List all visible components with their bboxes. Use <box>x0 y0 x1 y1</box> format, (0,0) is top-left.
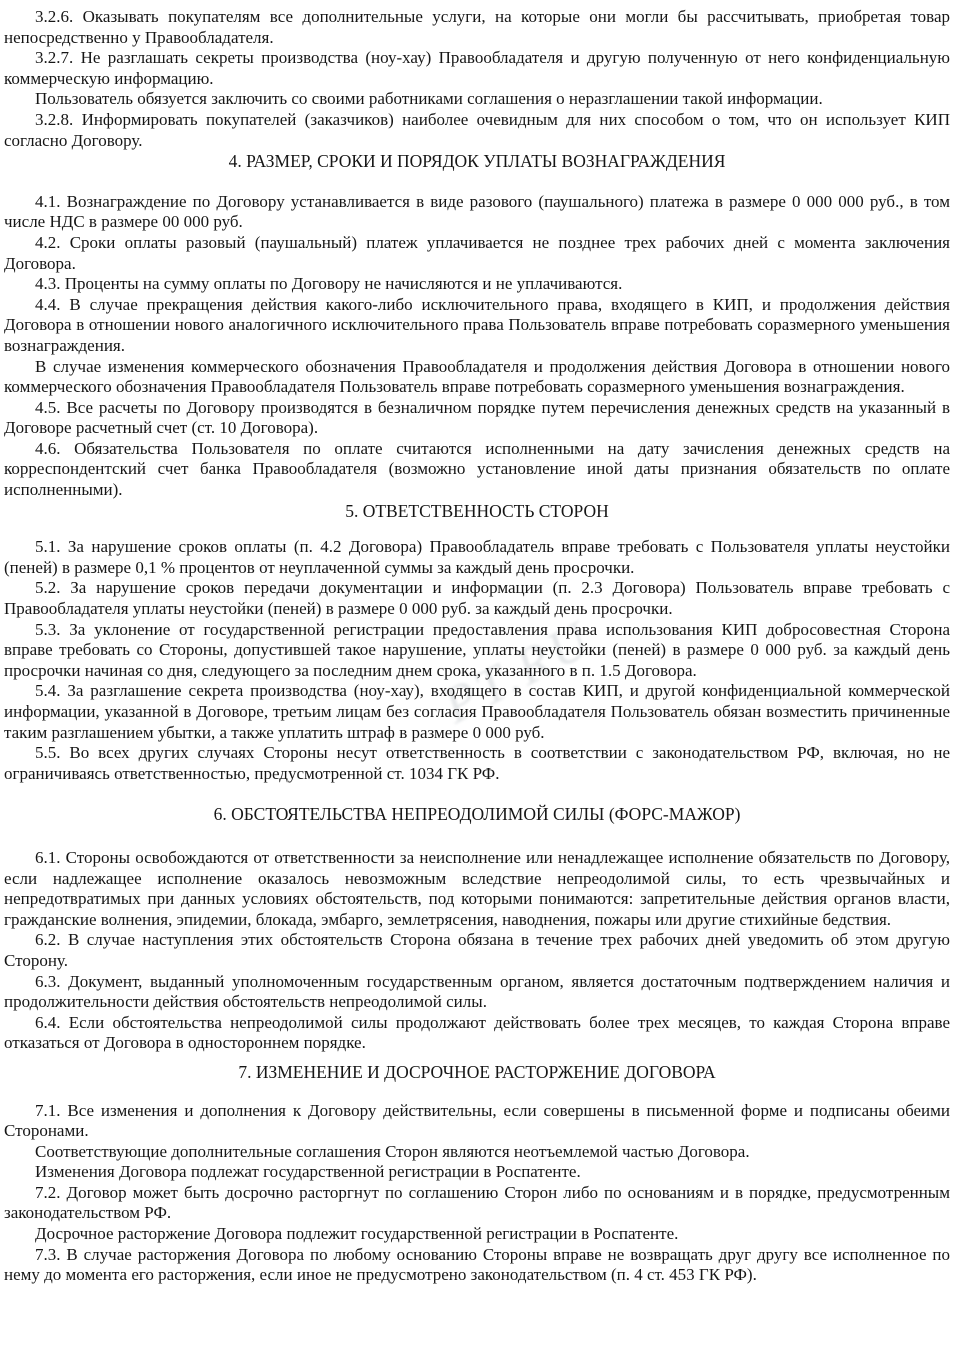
clause-4-5: 4.5. Все расчеты по Договору производятся в безналичном порядке путем перечисления денежных средств на указанный в Договоре расчетный счет (ст. 10 Договора). <box>4 397 950 438</box>
clause-5-4: 5.4. За разглашение секрета производства (ноу-хау), входящего в состав КИП, и другой конфиденциальной коммерческой информации, указанной в Договоре, третьим лицам без согласия Правообладателя Пользователь обязан возместить причиненные таким разглашением убытки, а также уплатить штраф в размере 0 000 руб. <box>4 681 950 742</box>
clause-7-1-note-supplements: Соответствующие дополнительные соглашения Сторон являются неотъемлемой частью Договора. <box>35 1141 750 1161</box>
section-7-heading: 7. ИЗМЕНЕНИЕ И ДОСРОЧНОЕ РАСТОРЖЕНИЕ ДОГОВОРА <box>238 1061 716 1082</box>
clause-7-2-note-termination: Досрочное расторжение Договора подлежит государственной регистрации в Роспатенте. <box>35 1224 679 1244</box>
clause-5-5: 5.5. Во всех других случаях Стороны несут ответственность в соответствии с законодательством РФ, включая, но не ограничиваясь ответственностью, предусмотренной ст. 1034 ГК РФ. <box>4 743 950 783</box>
clause-3-2-7: 3.2.7. Не разглашать секреты производства (ноу-хау) Правообладателя и другую полученную от него конфиденциальную коммерческую информацию. <box>4 48 950 88</box>
clause-4-1: 4.1. Вознаграждение по Договору устанавливается в виде разового (паушального) платежа в размере 0 000 000 руб., в том числе НДС в размере 00 000 руб. <box>4 191 950 232</box>
clause-5-3: 5.3. За уклонение от государственной регистрации предоставления права использования КИП добросовестная Сторона вправе требовать со Стороны, допустившей такое нарушение, уплаты неустойки (пеней) в размере 0 000 руб. за каждый день просрочки начиная со дня, следующего за последним днем срока, указанного в п. 1.5 Договора. <box>4 619 950 680</box>
clause-7-3: 7.3. В случае расторжения Договора по любому основанию Стороны вправе не возвращать друг другу все исполненное по нему до момента его расторжения, если иное не предусмотрено законодательством (п. 4 ст. 453 ГК РФ). <box>4 1244 950 1285</box>
clause-7-1: 7.1. Все изменения и дополнения к Договору действительны, если совершены в письменной форме и подписаны обеими Сторонами. <box>4 1100 950 1141</box>
clause-6-4: 6.4. Если обстоятельства непреодолимой силы продолжают действовать более трех месяцев, то каждая Сторона вправе отказаться от Договора в одностороннем порядке. <box>4 1012 950 1053</box>
clause-4-4: 4.4. В случае прекращения действия какого-либо исключительного права, входящего в КИП, и продолжения действия Договора в отношении нового аналогичного исключительного права Пользователь вправе потребовать соразмерного уменьшения вознаграждения. <box>4 294 950 355</box>
clause-4-4-note: В случае изменения коммерческого обозначения Правообладателя и продолжения действия Договора в отношении нового коммерческого обозначения Правообладателя Пользователь вправе потребовать соразмерного уменьшения вознаграждения. <box>4 356 950 397</box>
clause-3-2-6: 3.2.6. Оказывать покупателям все дополнительные услуги, на которые они могли бы рассчитывать, приобретая товар непосредственно у Правообладателя. <box>4 7 950 47</box>
clause-6-2: 6.2. В случае наступления этих обстоятельств Сторона обязана в течение трех рабочих дней уведомить об этом другую Сторону. <box>4 930 950 970</box>
clause-4-2: 4.2. Сроки оплаты разовый (паушальный) платеж уплачивается не позднее трех рабочих дней с момента заключения Договора. <box>4 232 950 273</box>
clause-7-2: 7.2. Договор может быть досрочно расторгнут по соглашению Сторон либо по основаниям и в порядке, предусмотренным законодательством РФ. <box>4 1182 950 1223</box>
clause-7-1-note-registration: Изменения Договора подлежат государственной регистрации в Роспатенте. <box>35 1162 581 1182</box>
clause-4-6: 4.6. Обязательства Пользователя по оплате считаются исполненными на дату зачисления денежных средств на корреспондентский счет банка Правообладателя (возможно установление иной даты признания обязательств по оплате исполненными). <box>4 438 950 500</box>
watermark: PT.RU <box>433 609 602 735</box>
clause-4-3: 4.3. Проценты на сумму оплаты по Договору не начисляются и не уплачиваются. <box>35 274 623 294</box>
clause-6-1: 6.1. Стороны освобождаются от ответственности за неисполнение или ненадлежащее исполнение обязательств по Договору, если надлежащее исполнение оказалось невозможным вследствие непреодолимой силы, то есть чрезвычайных и непредотвратимых при данных условиях обстоятельств, под которыми понимаются: запретительные действия органов власти, гражданские волнения, эпидемии, блокада, эмбарго, землетрясения, наводнения, пожары или другие стихийные бедствия. <box>4 847 950 929</box>
clause-3-2-8: 3.2.8. Информировать покупателей (заказчиков) наиболее очевидным для них способом о том, что он использует КИП согласно Договору. <box>4 109 950 150</box>
clause-5-2: 5.2. За нарушение сроков передачи документации и информации (п. 2.3 Договора) Пользователь вправе требовать с Правообладателя уплаты неустойки (пеней) в размере 0 000 руб. за каждый день просрочки. <box>4 578 950 619</box>
section-5-heading: 5. ОТВЕТСТВЕННОСТЬ СТОРОН <box>345 500 609 521</box>
document-content <box>4 7 950 1286</box>
clause-5-1: 5.1. За нарушение сроков оплаты (п. 4.2 Договора) Правообладатель вправе требовать с Пользователя уплаты неустойки (пеней) в размере 0,1 % процентов от неуплаченной суммы за каждый день просрочки. <box>4 537 950 577</box>
clause-6-3: 6.3. Документ, выданный уполномоченным государственным органом, является достаточным подтверждением наличия и продолжительности действия обстоятельств непреодолимой силы. <box>4 971 950 1012</box>
clause-3-2-7-note: Пользователь обязуется заключить со своими работниками соглашения о неразглашении такой информации. <box>35 89 823 109</box>
section-4-heading: 4. РАЗМЕР, СРОКИ И ПОРЯДОК УПЛАТЫ ВОЗНАГРАЖДЕНИЯ <box>228 151 726 172</box>
section-6-heading: 6. ОБСТОЯТЕЛЬСТВА НЕПРЕОДОЛИМОЙ СИЛЫ (ФОРС-МАЖОР) <box>213 804 741 825</box>
